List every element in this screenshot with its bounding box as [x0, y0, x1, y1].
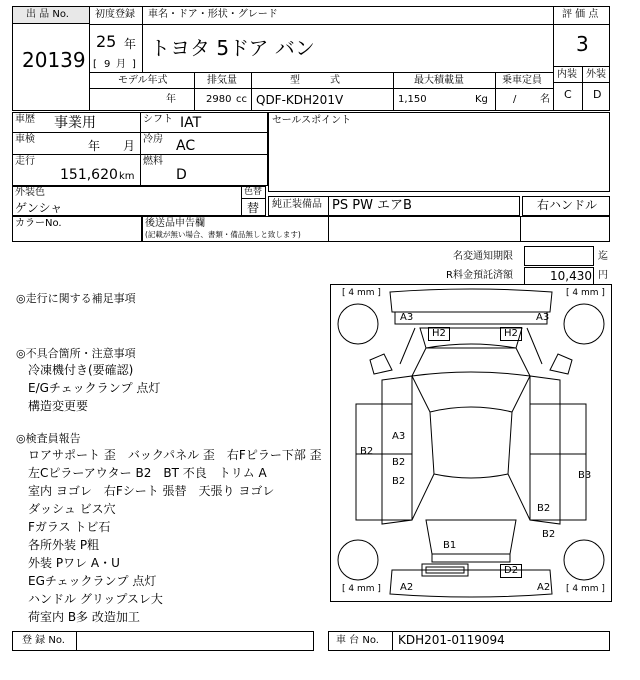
grade-label: 評 価 点: [562, 9, 599, 20]
aftermarket-note: (記載が無い場合、書類・備品無しと致します): [145, 230, 301, 239]
mark-a2-rear-left: A2: [400, 582, 414, 593]
divider: [12, 132, 268, 133]
divider: [241, 198, 266, 199]
color-no-label: カラーNo.: [15, 218, 62, 229]
divider: [582, 66, 583, 111]
car-name: トヨタ 5ドア バン: [150, 36, 315, 60]
deadline-box: [524, 246, 594, 266]
mark-a2-rear-right: A2: [537, 582, 551, 593]
mirror-left: [370, 354, 392, 374]
divider: [520, 216, 521, 242]
fuel-label: 燃料: [143, 156, 163, 167]
reg-month: 9: [104, 59, 111, 70]
mark-b2-rear2: B2: [542, 529, 556, 540]
inspector-item: 荷室内 B多 改造加工: [28, 610, 140, 624]
side-body-right: [530, 376, 560, 524]
inspection-month-unit: 月: [123, 139, 136, 153]
displacement-unit: cc: [236, 94, 247, 105]
interior-label: 内装: [557, 69, 577, 80]
mileage: 151,620: [60, 167, 118, 183]
inspector-item: 室内 ヨゴレ 右Fシート 張替 天張り ヨゴレ: [28, 484, 275, 498]
exterior-grade: D: [593, 88, 602, 101]
max-load-label: 最大積載量: [414, 75, 464, 86]
equipment: PS PW エアB: [332, 198, 412, 213]
tire-label-front-right: [ 4 mm ]: [566, 288, 605, 298]
type-value: QDF-KDH201V: [256, 93, 344, 107]
color-change-label: 色替: [244, 187, 263, 197]
ext-color: ゲンシャ: [15, 201, 63, 215]
divider: [553, 24, 610, 25]
equipment-label: 純正装備品: [272, 199, 322, 210]
defect-item: E/Gチェックランプ 点灯: [28, 381, 161, 395]
divider: [76, 631, 77, 651]
inspector-item: EGチェックランプ 点灯: [28, 574, 157, 588]
mark-a3-body: A3: [392, 431, 406, 442]
reg-month-open: [: [93, 59, 97, 70]
defect-item: 構造変更要: [28, 399, 89, 413]
tire-rear-left: [338, 540, 378, 580]
divider: [328, 196, 329, 216]
shift: IAT: [180, 115, 202, 131]
handle: 右ハンドル: [537, 198, 598, 212]
mark-b2-rear1: B2: [537, 503, 551, 514]
divider: [89, 24, 554, 25]
defects-heading: ◎不具合箇所・注意事項: [16, 347, 136, 360]
mileage-label: 走行: [15, 156, 35, 167]
inspector-item: 左Cピラーアウター B2 BT 不良 トリム A: [28, 466, 267, 480]
mark-b2-left: B2: [360, 446, 374, 457]
divider: [251, 72, 252, 111]
divider: [140, 112, 141, 186]
reg-no-label: 登 録 No.: [22, 635, 65, 646]
side-body-left: [382, 376, 412, 524]
lot-no-label: 出 品 No.: [26, 9, 69, 20]
inspection-year-unit: 年: [88, 139, 101, 153]
overall-grade: 3: [576, 32, 589, 56]
history-label: 車歴: [15, 114, 35, 125]
tire-front-left: [338, 304, 378, 344]
fuel: D: [176, 167, 187, 183]
ac: AC: [176, 138, 196, 154]
rear-bumper: [390, 570, 552, 597]
mark-h2-right: H2: [504, 328, 518, 339]
divider: [241, 186, 242, 216]
divider: [142, 6, 143, 24]
car-name-label: 車名・ドア・形状・グレード: [148, 9, 278, 20]
divider: [12, 154, 268, 155]
selling-points-label: セールスポイント: [272, 115, 352, 126]
inspector-item: 各所外装 P粗: [28, 538, 100, 552]
front-grille: [395, 312, 550, 324]
ext-color-label: 外装色: [15, 187, 45, 198]
mirror-right: [550, 354, 572, 374]
divider: [89, 72, 554, 73]
deadline-label: 名変通知期限: [453, 251, 513, 262]
recycle-unit: 円: [598, 270, 608, 281]
tire-label-rear-right: [ 4 mm ]: [566, 584, 605, 594]
divider: [495, 72, 496, 111]
mark-h2-left: H2: [432, 328, 446, 339]
tire-label-rear-left: [ 4 mm ]: [342, 584, 381, 594]
front-bumper: [390, 289, 552, 312]
recycle-amount: 10,430: [550, 269, 592, 283]
inspector-item: ダッシュ ビス穴: [28, 502, 116, 516]
divider: [393, 72, 394, 111]
capacity-sep: /: [513, 94, 517, 105]
deadline-unit: 迄: [598, 251, 608, 262]
roof: [430, 407, 512, 478]
tire-front-right: [564, 304, 604, 344]
reg-year: 25: [96, 32, 117, 51]
model-year-unit: 年: [166, 94, 176, 105]
inspector-item: ロアサポート 歪 バックパネル 歪 右Fピラー下部 歪: [28, 448, 322, 462]
displacement: 2980: [206, 94, 232, 105]
color-change: 替: [247, 201, 260, 215]
shift-label: シフト: [143, 114, 173, 125]
mark-a3-front-left: A3: [400, 312, 414, 323]
reg-month-unit: 月: [116, 59, 126, 70]
ac-label: 冷房: [143, 134, 163, 145]
inspection-label: 車検: [15, 134, 35, 145]
chassis-label: 車 台 No.: [336, 635, 379, 646]
pillars: [412, 376, 530, 520]
capacity-label: 乗車定員: [502, 75, 542, 86]
model-year-label: モデル年式: [118, 75, 168, 86]
inspector-item: Fガラス トビ石: [28, 520, 111, 534]
first-reg-label: 初度登録: [95, 9, 135, 20]
divider: [328, 216, 329, 242]
divider: [89, 88, 554, 89]
windshield: [412, 344, 530, 376]
exterior-label: 外装: [586, 69, 606, 80]
car-damage-diagram: [330, 284, 612, 602]
displacement-label: 排気量: [207, 75, 237, 86]
driving-heading: ◎走行に関する補足事項: [16, 292, 136, 305]
divider: [392, 631, 393, 651]
divider: [89, 6, 90, 111]
tire-label-front-left: [ 4 mm ]: [342, 288, 381, 298]
mark-b2-mid1: B2: [392, 457, 406, 468]
divider: [142, 24, 143, 72]
type-label: 型 式: [290, 75, 340, 86]
aftermarket-label: 後送品申告欄: [145, 218, 205, 229]
inspector-item: ハンドル グリップスレ大: [28, 592, 163, 606]
mark-b1: B1: [443, 540, 457, 551]
mark-a3-front-right: A3: [536, 312, 550, 323]
max-load-unit: Kg: [475, 94, 488, 105]
lot-no: 20139: [22, 48, 86, 72]
rear-garnish: [432, 554, 510, 562]
inspector-heading: ◎検査員報告: [16, 432, 81, 445]
history: 事業用: [54, 115, 96, 131]
divider: [553, 6, 554, 111]
rear-glass: [426, 520, 516, 554]
reg-month-close: ]: [132, 59, 136, 70]
inspector-item: 外装 Pワレ A・U: [28, 556, 120, 570]
recycle-label: R料金預託済額: [446, 270, 513, 281]
capacity-unit: 名: [540, 94, 550, 105]
tire-rear-right: [564, 540, 604, 580]
mark-b2-mid2: B2: [392, 476, 406, 487]
mark-d2: D2: [504, 565, 519, 576]
reg-year-unit: 年: [124, 37, 137, 51]
mileage-unit: km: [119, 171, 135, 182]
interior-grade: C: [564, 88, 572, 101]
mark-b3-right: B3: [578, 470, 592, 481]
divider: [194, 72, 195, 111]
max-load: 1,150: [398, 94, 427, 105]
defect-item: 冷凍機付き(要確認): [28, 363, 134, 377]
chassis-no: KDH201-0119094: [398, 633, 505, 647]
